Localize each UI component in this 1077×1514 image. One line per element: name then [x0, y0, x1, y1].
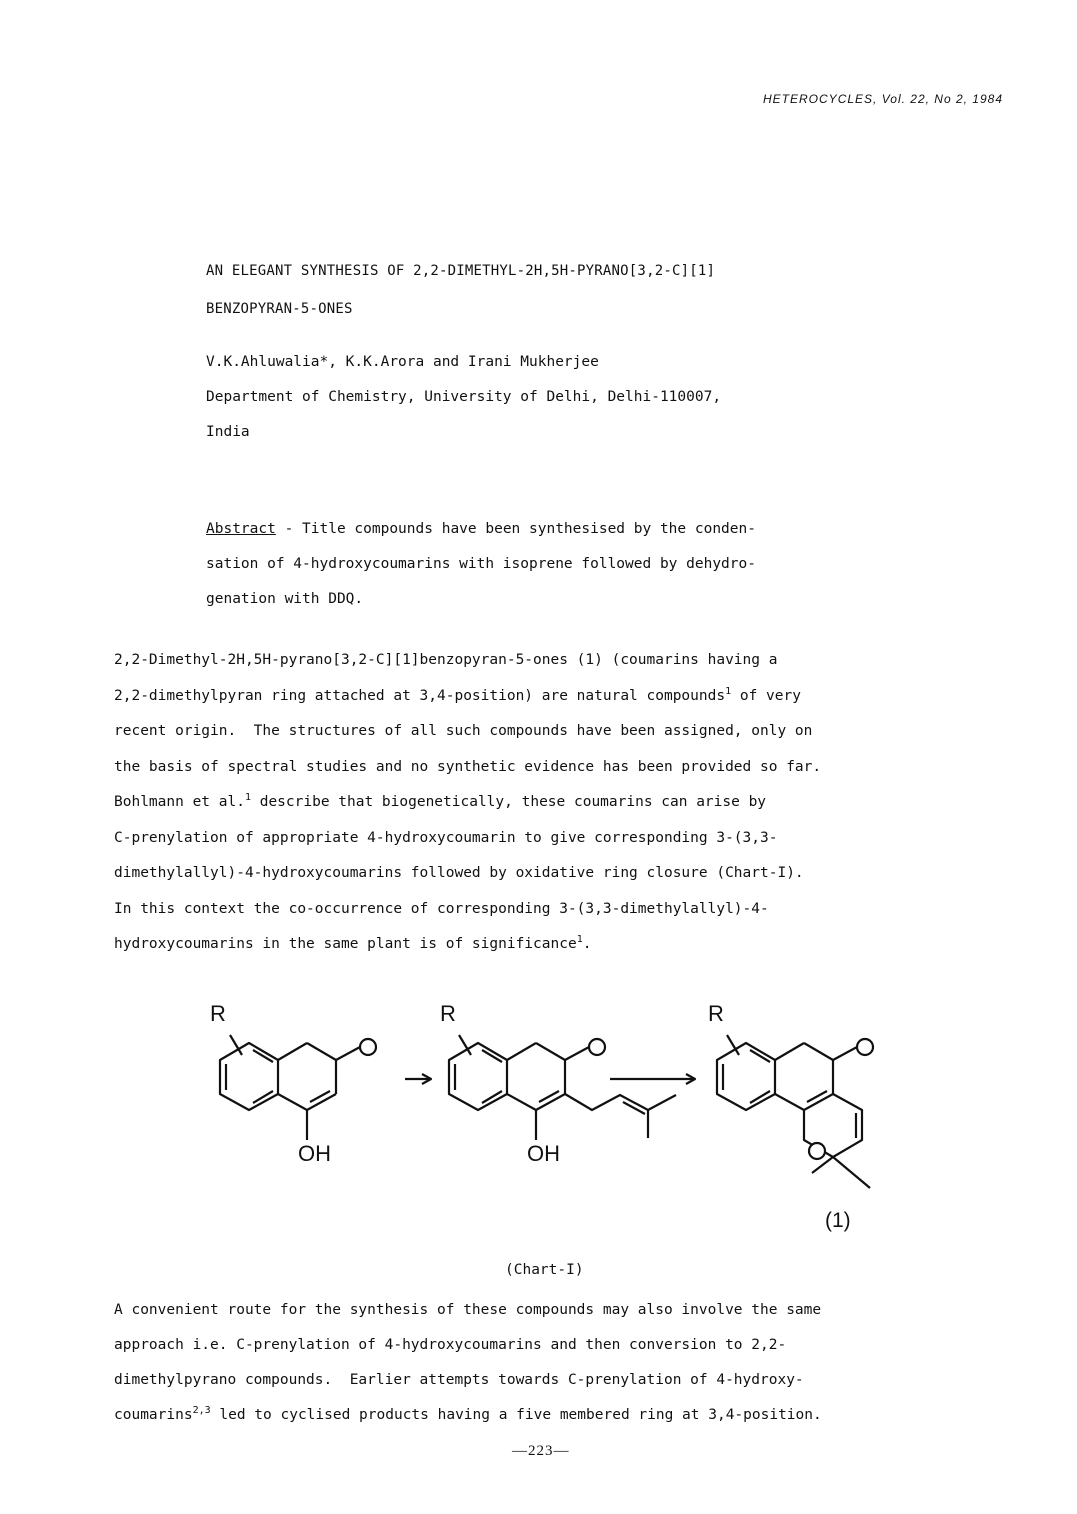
bond — [775, 1094, 804, 1110]
body1-text: Bohlmann et al. — [114, 794, 245, 810]
prenyl-double-bond — [623, 1102, 645, 1114]
carbonyl-oxygen — [857, 1039, 873, 1055]
body2-text: coumarins — [114, 1407, 193, 1423]
bond — [536, 1043, 565, 1060]
body1-text: 2,2-dimethylpyran ring attached at 3,4-position) are natural compounds — [114, 687, 726, 704]
double-bond — [539, 1091, 559, 1102]
body1-line: In this context the co-occurrence of corresponding 3-(3,3-dimethylallyl)-4- — [114, 900, 769, 917]
compound-number: (1) — [825, 1209, 851, 1232]
reference-superscript: 1 — [244, 792, 251, 804]
title-line-2: BENZOPYRAN-5-ONES — [206, 301, 353, 317]
prenyl-chain — [565, 1094, 676, 1110]
body1-text: . — [582, 936, 592, 952]
body1-text: of very — [731, 687, 801, 704]
carbonyl-bond — [833, 1047, 857, 1060]
bond — [278, 1094, 307, 1110]
substituent-r: R — [210, 1001, 226, 1026]
substituent-r: R — [708, 1001, 724, 1026]
abstract — [206, 512, 886, 617]
abstract-text-1: - Title compounds have been synthesised by the conden- — [275, 521, 756, 537]
carbonyl-oxygen — [589, 1039, 605, 1055]
journal-header: HETEROCYCLES, Vol. 22, No 2, 1984 — [763, 92, 1003, 106]
article-title — [206, 252, 715, 328]
body1-line: C-prenylation of appropriate 4-hydroxycoumarin to give corresponding 3-(3,3- — [114, 829, 778, 846]
body1-line: 2,2-Dimethyl-2H,5H-pyrano[3,2-C][1]benzopyran-5-ones (1) (coumarins having a — [114, 652, 778, 668]
author-block — [206, 345, 721, 450]
hydroxyl-label: OH — [527, 1141, 560, 1166]
pyranocoumarin-structure — [717, 1035, 873, 1188]
bond — [775, 1043, 804, 1060]
carbonyl-bond — [336, 1047, 360, 1060]
body-paragraph-1 — [114, 643, 994, 963]
benzene-ring — [449, 1043, 507, 1110]
reference-superscript: 2,3 — [192, 1405, 211, 1417]
bond — [507, 1043, 536, 1060]
author-names: V.K.Ahluwalia*, K.K.Arora and Irani Mukherjee — [206, 354, 599, 370]
bond — [804, 1043, 833, 1060]
body1-line — [114, 927, 994, 963]
body1-line — [114, 679, 994, 715]
coumarin-structure-2 — [449, 1035, 676, 1140]
pyran-oxygen — [809, 1143, 825, 1159]
bond — [507, 1094, 536, 1110]
page-number: —223— — [512, 1443, 570, 1459]
carbonyl-oxygen — [360, 1039, 376, 1055]
reference-superscript: 1 — [725, 685, 732, 697]
gem-methyl — [833, 1157, 870, 1188]
body2-line — [114, 1398, 994, 1433]
body2-line: dimethylpyrano compounds. Earlier attempts towards C-prenylation of 4-hydroxy- — [114, 1372, 804, 1388]
reference-superscript: 1 — [576, 934, 583, 946]
affiliation-line-2: India — [206, 424, 250, 440]
carbonyl-bond — [565, 1047, 589, 1060]
body1-line: the basis of spectral studies and no synthetic evidence has been provided so far. — [114, 758, 822, 775]
abstract-line-2: sation of 4-hydroxycoumarins with isoprene followed by dehydro- — [206, 556, 756, 572]
benzene-ring — [717, 1043, 775, 1110]
body2-line: A convenient route for the synthesis of these compounds may also involve the same — [114, 1302, 822, 1318]
bond — [278, 1043, 307, 1060]
body1-text: hydroxycoumarins in the same plant is of significance — [114, 936, 577, 952]
body1-line: recent origin. The structures of all such compounds have been assigned, only on — [114, 723, 813, 739]
hydroxyl-label: OH — [298, 1141, 331, 1166]
abstract-label: Abstract — [206, 521, 276, 537]
double-bond — [310, 1091, 330, 1102]
body-paragraph-2 — [114, 1293, 994, 1433]
bond — [307, 1043, 336, 1060]
abstract-line-3: genation with DDQ. — [206, 591, 364, 607]
chart-caption: (Chart-I) — [505, 1262, 584, 1278]
double-bond — [807, 1091, 827, 1102]
substituent-r: R — [440, 1001, 456, 1026]
reaction-scheme — [200, 995, 900, 1235]
body1-line: dimethylallyl)-4-hydroxycoumarins followed by oxidative ring closure (Chart-I). — [114, 865, 804, 881]
body1-text: describe that biogenetically, these coumarins can arise by — [250, 794, 767, 810]
title-line-1: AN ELEGANT SYNTHESIS OF 2,2-DIMETHYL-2H,5H-PYRANO[3,2-C][1] — [206, 263, 716, 279]
body1-line — [114, 785, 994, 821]
benzene-ring — [220, 1043, 278, 1110]
body2-line: approach i.e. C-prenylation of 4-hydroxycoumarins and then conversion to 2,2- — [114, 1337, 787, 1353]
body2-text: led to cyclised products having a five membered ring at 3,4-position. — [210, 1407, 822, 1423]
abstract-line-1 — [206, 512, 886, 547]
coumarin-structure-1 — [220, 1035, 376, 1140]
affiliation-line-1: Department of Chemistry, University of Delhi, Delhi-110007, — [206, 389, 722, 405]
